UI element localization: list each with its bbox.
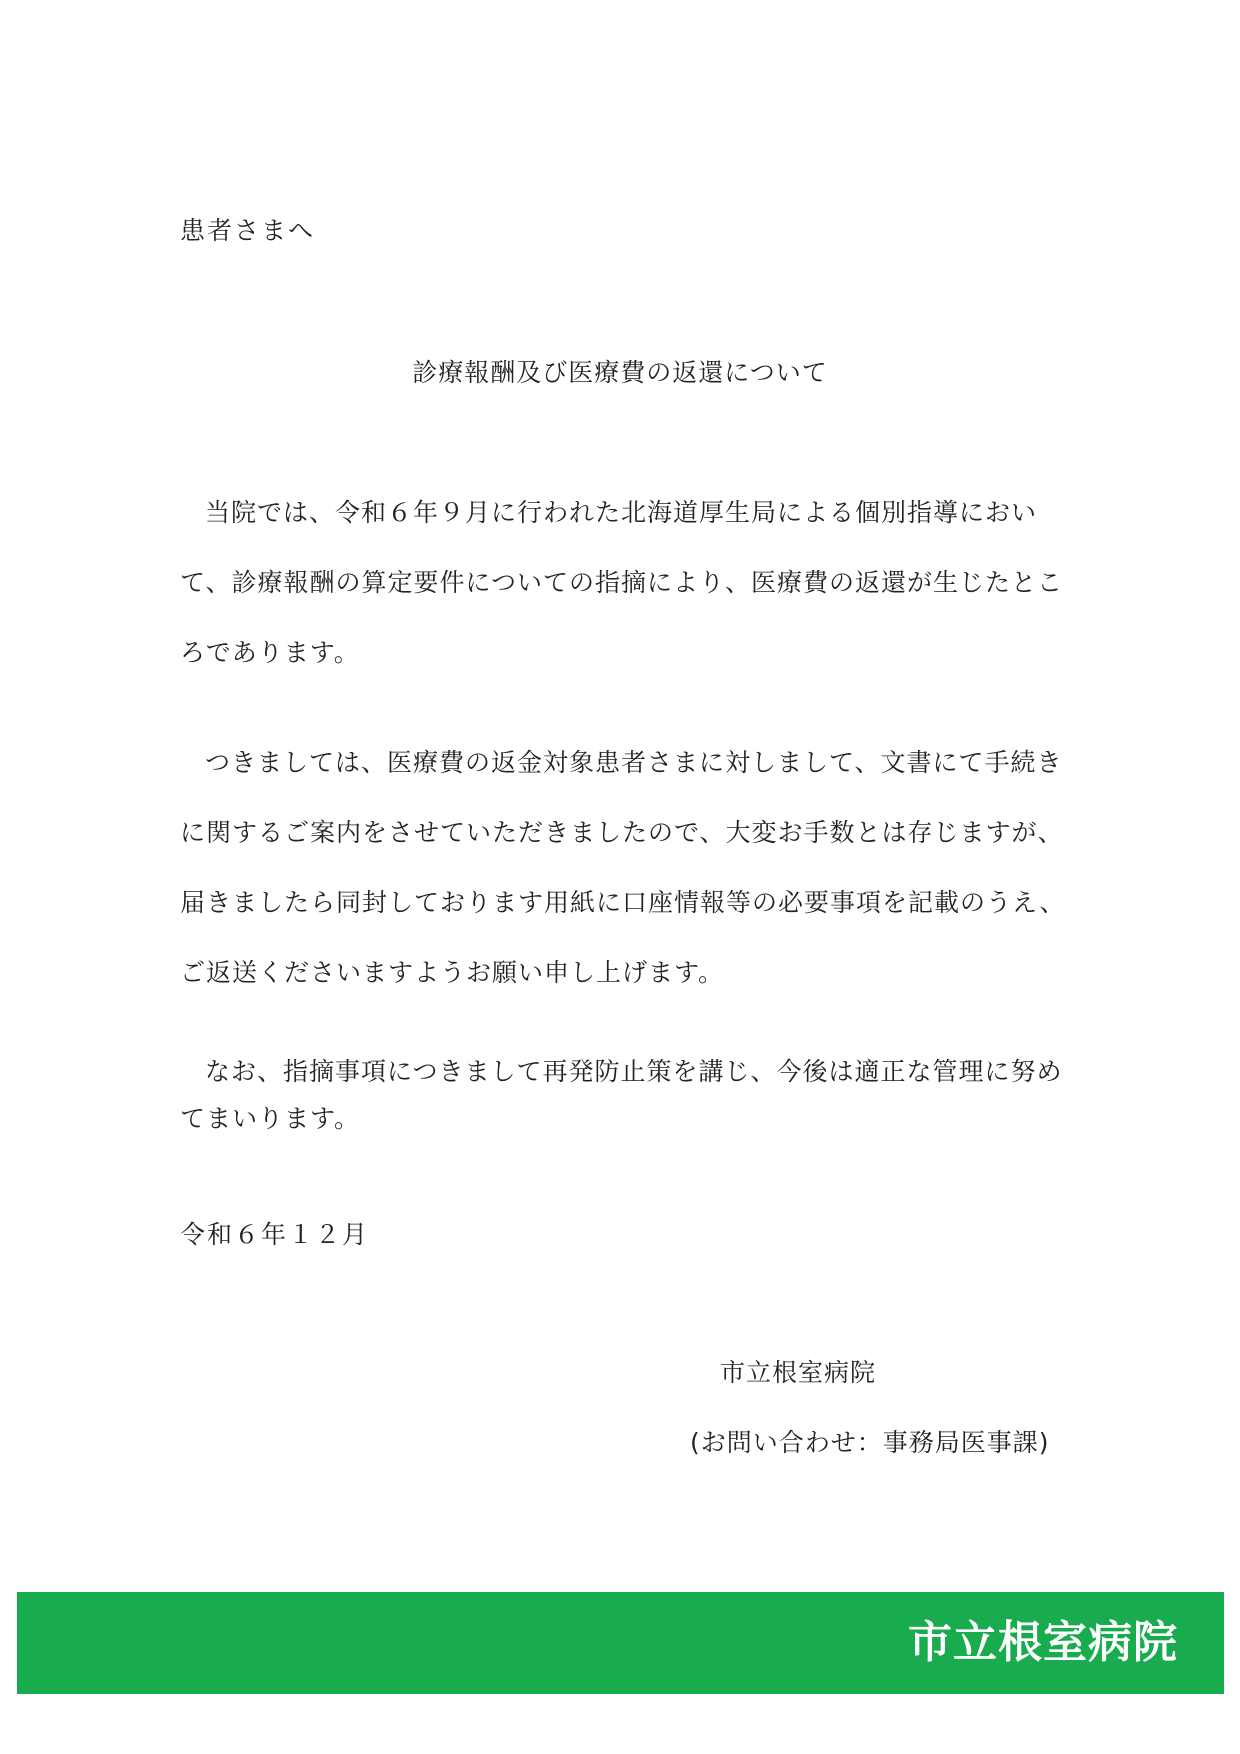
body-paragraph-3: なお、指摘事項につきまして再発防止策を講じ、今後は適正な管理に努めてまいります。 [180,1057,1063,1133]
hospital-logo: 市立根室病院 [908,1617,1178,1668]
addressee: 患者さまへ [180,216,316,245]
document-title: 診療報酬及び医療費の返還について [412,358,828,387]
body-paragraph-2: つきましては、医療費の返金対象患者さまに対しまして、文書にて手続きに関するご案内をさせていただきましたので、大変お手数とは存じますが、届きましたら同封しております用紙に口座情報等の必要事項を記載のうえ、ご返送くださいますようお願い申し上げます。 [180,748,1066,987]
contact-info: (お問い合わせ：事務局医事課) [690,1428,1050,1457]
footer-band [17,1592,1224,1694]
sender-name: 市立根室病院 [720,1358,877,1387]
issue-date: 令和６年１２月 [180,1220,370,1249]
body-paragraph-1: 当院では、令和６年９月に行われた北海道厚生局による個別指導において、診療報酬の算定要件についての指摘により、医療費の返還が生じたところであります。 [180,498,1064,667]
